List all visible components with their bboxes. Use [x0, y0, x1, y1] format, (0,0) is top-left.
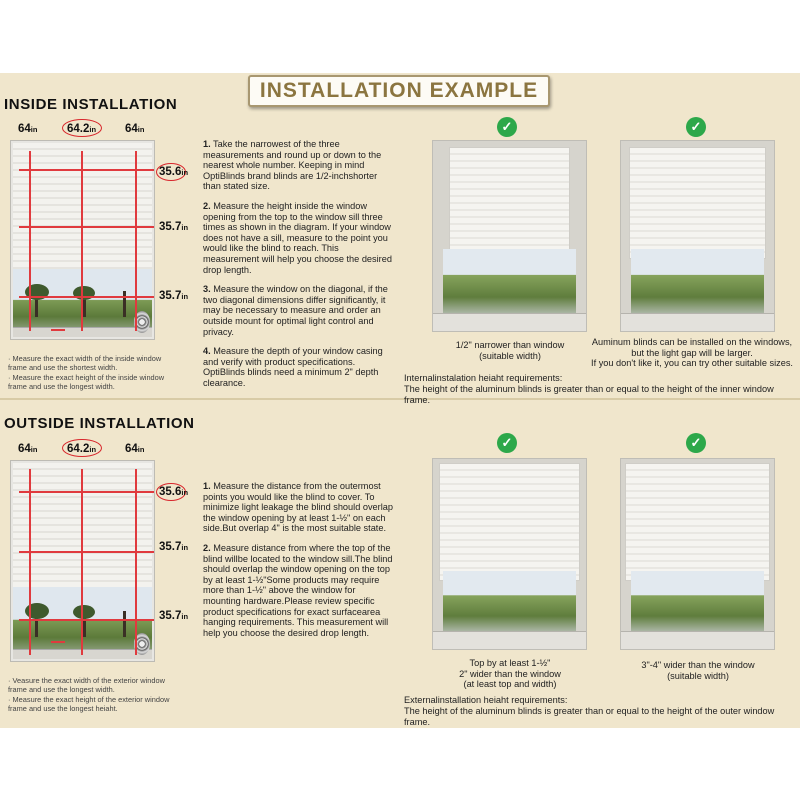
outside-window-diagram	[10, 460, 155, 662]
inside-example-1-caption: 1/2" narrower than window (suitable width)	[455, 340, 565, 361]
inside-height-top: 35.6in	[159, 166, 189, 178]
outside-note-2: · Measure the exact height of the exterior window frame and use the longest heiaht.	[8, 694, 170, 713]
inside-height-middle: 35.7in	[159, 221, 189, 233]
outside-requirement-text: The height of the aluminum blinds is greater than or equal to the height of the outer window frame.	[404, 706, 775, 727]
inside-steps	[203, 139, 393, 397]
banner-title: INSTALLATION EXAMPLE	[248, 75, 550, 107]
outside-note-1: · Veasure the exact width of the exterior window frame and use the longest width.	[8, 676, 165, 695]
inside-requirements	[404, 373, 800, 406]
inside-width-left: 64in	[18, 123, 38, 135]
inside-example-2-caption: Auminum blinds can be installed on the windows, but the light gap will be larger. If you don't like it, you can try other suitable sizes.	[591, 337, 793, 369]
outside-width-left: 64in	[18, 443, 38, 455]
outside-notes	[8, 676, 178, 713]
inside-height-bottom: 35.7in	[159, 290, 189, 302]
check-circle-icon: ✓	[686, 117, 706, 137]
outside-height-top: 35.6in	[159, 486, 189, 498]
outside-step-1: 1. Measure the distance from the outermost points you would like the blind to cover. To minimize light leakage the blind should overlap the window opening by at least 1-½" on each side.But overlap 4" is the most suitable state.	[203, 481, 393, 534]
check-circle-icon: ✓	[497, 433, 517, 453]
check-circle-icon: ✓	[497, 117, 517, 137]
inside-note-2: · Measure the exact height of the inside window frame and use the longest width.	[8, 372, 165, 391]
inside-example-photo-2	[620, 140, 775, 332]
outside-requirements	[404, 695, 800, 728]
inside-width-middle: 64.2in	[67, 123, 97, 135]
outside-height-bottom: 35.7in	[159, 610, 189, 622]
outside-height-middle: 35.7in	[159, 541, 189, 553]
outside-example-photo-1	[432, 458, 587, 650]
inside-step-2: 2. Measure the height inside the window opening from the top to the window sill three times as shown in the diagram. If your window does not have a sill, measure to the point you would like the blind to reach. This measurement will help you choose the desired drop length.	[203, 200, 392, 275]
inside-requirement-text: The height of the aluminum blinds is greater than or equal to the height of the inner window frame.	[404, 384, 774, 405]
inside-window-diagram	[10, 140, 155, 340]
inside-step-3: 3. Measure the window on the diagonal, if the two diagonal dimensions differ significantly, it may be necessary to measure and order an outside mount for optimal light control and privacy.	[203, 284, 388, 337]
check-circle-icon: ✓	[686, 433, 706, 453]
outside-requirement-title: Externalinstallation heiaht requirements:	[404, 695, 568, 705]
inside-requirement-title: Internalinstalation heiaht requirements:	[404, 373, 563, 383]
outside-step-2: 2. Measure distance from where the top of the blind willbe located to the window sill.The blind should overlap the window opening on the top by at least 1-½"Some products may require more than 1-½" above the window for mounting hardware.Please review specific product specifications for exact surfacearea hanging requirements. This measurement will help you choose the desired drop length.	[203, 542, 393, 638]
inside-installation-title: INSIDE INSTALLATION	[4, 96, 178, 113]
inside-step-4: 4. Measure the depth of your window casing and verify with product specifications. OptiBlinds blinds need a minimum 2" depth clearance.	[203, 346, 383, 388]
outside-example-2-caption: 3"-4" wider than the window (suitable width)	[641, 660, 755, 681]
outside-steps	[203, 481, 393, 647]
inside-step-1: 1. Take the narrowest of the three measurements and round up or down to the nearest whole number. Keeping in mind OptiBlinds brand blinds are 1/2-inchshorter than stated size.	[203, 139, 382, 192]
outside-width-right: 64in	[125, 443, 145, 455]
outside-example-photo-2	[620, 458, 775, 650]
outside-installation-title: OUTSIDE INSTALLATION	[4, 415, 195, 432]
inside-example-photo-1	[432, 140, 587, 332]
inside-width-right: 64in	[125, 123, 145, 135]
inside-notes	[8, 354, 178, 391]
inside-note-1: · Measure the exact width of the inside window frame and use the shortest width.	[8, 354, 162, 373]
outside-width-middle: 64.2in	[67, 443, 97, 455]
outside-example-1-caption: Top by at least 1-½" 2" wider than the window (at least top and width)	[459, 658, 561, 690]
